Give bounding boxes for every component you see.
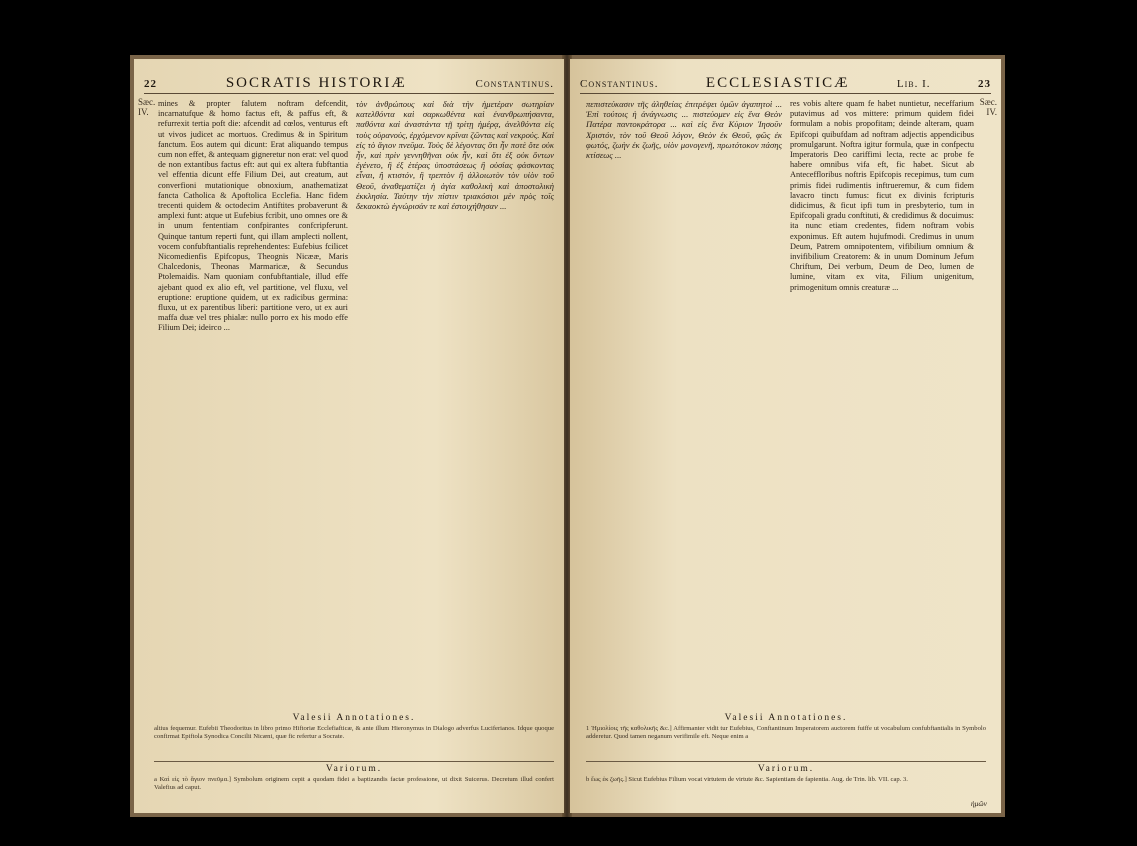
right-latin-column: res vobis altere quam fe habet nuntietur, neceffarium putavimus ad vos mittere: primum quidem fidei formulam a nobis propofitam; deinde alteram, quam Epifcopi quibufdam ad noftram adjectis appendicibus promulgarunt. Noftra igitur formula, quæ in confpectu Imperatoris Deo cariffimi lecta, recte ac probe fe habere omnibus vifa eft, fic habet. Sicut ab Anteceffloribus noftris Epifcopis recepimus, tum cum primis fidei rudimentis inftrueremur, & cum fidem lavacro tinctı fumus: ficut ex divinis fcripturis didicimus, & ficut ipfi tum in presbyterio, tum in Epifcopali gradu conftituti, & credidimus & docuimus: ita nunc etiam credentes, fidem noftram vobis exponimus. Eft autem hujufmodi. Credimus in unum Deum, Patrem omnipotentem, vifibilium omnium & invifibilium Creatorem: & in unum Dominum Jefum Chriftum, Dei verbum, Deum de Deo, lumen de lumine, vitam ex vita, Filium unigenitum, primogenitum omnis creaturæ ... [790,99,974,292]
left-notes-rule [154,761,554,762]
left-greek-column: τὸν ἀνθρώπους καὶ διὰ τὴν ἡμετέραν σωτηρίαν κατελθόντα καὶ σαρκωθέντα καὶ ἐνανθρωπήσαντα, παθόντα καὶ ἀναστάντα τῇ τρίτῃ ἡμέρᾳ, ἀνελθόντα εἰς τοὺς οὐρανούς, ἐρχόμενον κρῖναι ζῶντας καὶ νεκρούς. Καὶ εἰς τὸ ἅγιον πνεῦμα. Τοὺς δὲ λέγοντας ὅτι ἦν ποτὲ ὅτε οὐκ ἦν, καὶ πρὶν γεννηθῆναι οὐκ ἦν, καὶ ὅτι ἐξ οὐκ ὄντων ἐγένετο, ἢ ἐξ ἑτέρας ὑποστάσεως ἢ οὐσίας φάσκοντας εἶναι, ἢ κτιστόν, ἢ τρεπτὸν ἢ ἀλλοιωτὸν τὸν υἱὸν τοῦ Θεοῦ, ἀναθεματίζει ἡ ἁγία καθολικὴ καὶ ἀποστολικὴ ἐκκλησία. Ταύτην τὴν πίστιν τριακόσιοι μὲν πρὸς τοῖς δεκαοκτὼ ἐγνώρισάν τε καὶ ἐστοιχήθησαν ... [356,99,554,212]
left-head-rule [144,93,554,94]
left-valesii-notes: altius fequemur. Eufebii Theodoritus in libro primo Hiftoriæ Ecclefiafticæ, & ante illum Hieronymus in Dialogo adverfus Luciferianos. Idque quoque confirmat Epiftola Synodica Concilii Nicæni, quæ fic refertur a Socrate. [154,725,554,740]
right-head-rule [580,93,991,94]
right-running-book: Lib. I. [896,78,931,90]
right-running-title: ECCLESIASTICÆ [705,75,850,91]
right-running-author: Constantinus. [580,78,659,90]
left-variorum-notes: a Καὶ εἰς τὸ ἅγιον πνεῦμα.] Symbolum originem cepit a quodam fidei a baptizandis factæ professione, ut dixit Suicerus. Decretum illud confert Valefius ad caput. [154,776,554,791]
right-running-head [580,75,991,91]
right-variorum-notes: b ἕως ἐκ ζωῆς.] Sicut Eufebius Filium vocat virtutem de virtute &c. Sapientiam de fapientia. Aug. de Trin. lib. VII. cap. 3. [586,776,908,783]
right-notes-rule [586,761,986,762]
right-page [570,59,1001,813]
left-running-title: SOCRATIS HISTORIÆ [225,75,407,91]
left-variorum-heading: Variorum. [325,764,383,774]
left-page-number: 22 [144,78,157,90]
left-running-author: Constantinus. [475,78,554,90]
open-book [130,55,1005,817]
right-margin-note: Sæc. IV. [979,97,997,117]
right-greek-column: πεπιστεύκασιν τῆς ἀληθείας ἐπιτρέψει ὑμῶν ἀγαπητοὶ ... Ἐπὶ τούτοις ἡ ἀνάγνωσις ... πιστεύομεν εἰς ἕνα Θεὸν Πατέρα παντοκράτορα ... καὶ εἰς ἕνα Κύριον Ἰησοῦν Χριστόν, τὸν τοῦ Θεοῦ λόγον, Θεὸν ἐκ Θεοῦ, φῶς ἐκ φωτός, ζωὴν ἐκ ζωῆς, υἱὸν μονογενῆ, πρωτότοκον πάσης κτίσεως ... [586,99,782,161]
catchword: ἡμῶν [970,799,987,808]
left-margin-note: Sæc. IV. [138,97,156,117]
left-valesii-heading: Valesii Annotationes. [292,713,416,723]
left-latin-column: mines & propter falutem noftram defcendit, incarnatufque & homo factus eft, & paffus eft, & refurrexit tertia poft die: afcendit ad cœlos, venturus eft ut vivos judicet ac mortuos. Credimus & in Spiritum fanctum. Eos autem qui dicunt: Erat aliquando tempus cum non effet, & antequam gigneretur non erat: vel quod de non extantibus factus eft: aut qui ex altera fubftantia vel effentia dicunt effe Filium Dei, aut creatum, aut converfioni mutationique obnoxium, anathematizat fancta Catholica & Apoftolica Ecclefia. Hanc fidem trecenti quidem & octodecim Antiftites probaverunt & amplexi funt: atque ut Eufebius fcribit, uno omnes ore & in unum fententiam confpirantes confcripferunt. Quinque tantum reperti funt, qui illam amplecti nollent, vocem confubftantialis reprehendentes: Eufebius fcilicet Nicomedienfis Epifcopus, Theognis Nicææ, Maris Chalcedonis, Theonas Marmaricæ, & Secundus Ptolemaidis. Nam quoniam confubftantiale, illud effe ajebant quod ex alio eft, vel partitione, vel fluxu, vel eruptione: eruptione quidem, ut ex radicibus germina: fluxu, ut ex parentibus liberi: partitione vero, ut ex auri maffa duæ vel tres phialæ: nullo porro ex his modo effe Filium Dei; ideirco ... [158,99,348,333]
left-page [134,59,564,813]
right-page-number: 23 [977,78,991,90]
right-variorum-heading: Variorum. [757,764,815,774]
left-running-head [144,75,554,91]
right-valesii-heading: Valesii Annotationes. [724,713,848,723]
right-valesii-notes: 1 Ἠμιολίοις τῆς καθολικῆς &c.] Affirmanter vidit tur Eufebius, Conftantinum Imperatorem auctorem fuiffe ut vocabulum confubftantialis in Symbolo adderetur. Quod tamen neganum verifimile eft. Neque enim a [586,725,986,740]
